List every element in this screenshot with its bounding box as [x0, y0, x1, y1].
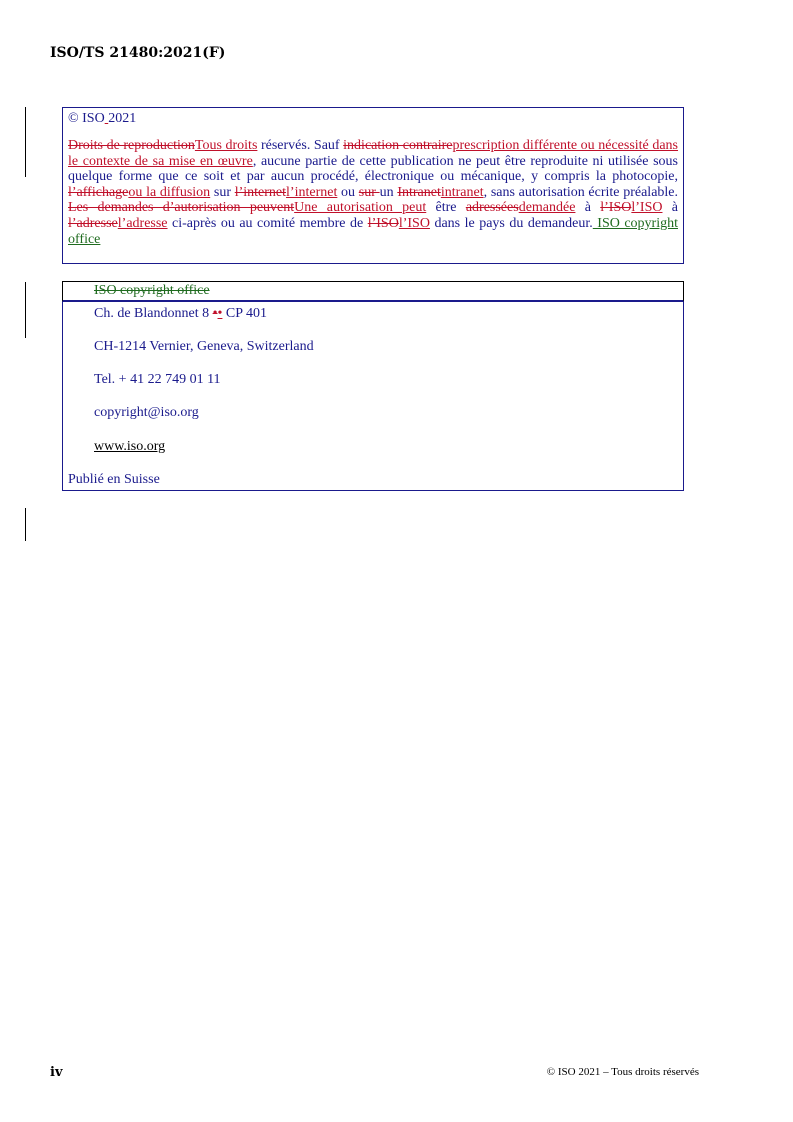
website-link[interactable]: www.iso.org — [94, 439, 166, 454]
copyright-year: 2021 — [108, 111, 137, 126]
body-text: ou — [337, 184, 359, 200]
footer-copyright: © ISO 2021 – Tous droits réservés — [546, 1066, 699, 1078]
deleted-office-title-row — [62, 281, 684, 302]
deleted-text: adressées — [465, 200, 519, 216]
body-text: réservés. Sauf — [257, 138, 344, 153]
inserted-bullet: • — [217, 306, 223, 321]
inserted-text: l’adresse — [117, 215, 168, 231]
rights-paragraph — [68, 138, 678, 247]
city-address: CH-1214 Vernier, Geneva, Switzerland — [94, 339, 314, 354]
deleted-text: indication contraire — [343, 138, 453, 153]
body-text: sur — [210, 184, 235, 200]
page-number: iv — [50, 1065, 63, 1080]
body-text: ci-après ou au comité membre de — [167, 215, 368, 231]
inserted-text: Une autorisation peut — [294, 200, 427, 216]
street-prefix: Ch. de Blandonnet 8 — [94, 306, 213, 321]
body-text: un — [379, 184, 398, 200]
copyright-prefix: © ISO — [68, 111, 105, 126]
email-address[interactable]: copyright@iso.org — [94, 405, 199, 420]
deleted-bullet: • — [212, 306, 218, 321]
deleted-text: l’internet — [234, 184, 287, 200]
deleted-text: Les demandes d’autorisation peuvent — [68, 200, 295, 216]
change-bar — [25, 282, 26, 338]
body-text: à — [575, 200, 601, 216]
body-text: , sans autorisation écrite préalable. — [483, 184, 679, 200]
street-suffix: CP 401 — [222, 306, 268, 321]
deleted-text: l’adresse — [68, 215, 118, 231]
deleted-text: sur — [358, 184, 380, 200]
deleted-office-title: ISO copyright office — [94, 283, 210, 298]
body-text: être — [426, 200, 466, 216]
deleted-text: Droits de reproduction — [68, 138, 195, 153]
inserted-text: intranet — [440, 184, 484, 200]
document-id-header: ISO/TS 21480:2021(F) — [50, 45, 226, 61]
change-bar — [25, 107, 26, 177]
deleted-text: l’affichage — [68, 184, 129, 200]
inserted-text: demandée — [518, 200, 576, 216]
published-in: Publié en Suisse — [68, 472, 160, 487]
deleted-text: l’ISO — [367, 215, 399, 231]
deleted-text: Intranet — [397, 184, 441, 200]
inserted-text: prescription différente ou nécessité dans le contexte de sa mise en œuvre — [68, 138, 679, 169]
deleted-text: l’ISO — [600, 200, 632, 216]
inserted-text: l’internet — [286, 184, 338, 200]
inserted-text: Tous droits — [194, 138, 258, 153]
copyright-line — [68, 111, 678, 127]
body-text: dans le pays du demandeur. — [429, 215, 593, 231]
body-text: , aucune partie de cette publication ne peut être reproduite ni utilisée sous quelque forme que ce soit et par aucun procédé, électronique ou mécanique, y compris la photocopie, — [68, 153, 679, 185]
inserted-text-green: ISO copyright office — [68, 215, 678, 247]
street-address — [94, 306, 267, 322]
inserted-text: l’ISO — [398, 215, 430, 231]
telephone: Tel. + 41 22 749 01 11 — [94, 372, 221, 387]
change-bar — [25, 508, 26, 541]
body-text: à — [662, 200, 678, 216]
inserted-text: ou la diffusion — [128, 184, 211, 200]
copyright-notice-box — [62, 107, 684, 264]
inserted-text: l’ISO — [631, 200, 663, 216]
address-box — [62, 302, 684, 491]
